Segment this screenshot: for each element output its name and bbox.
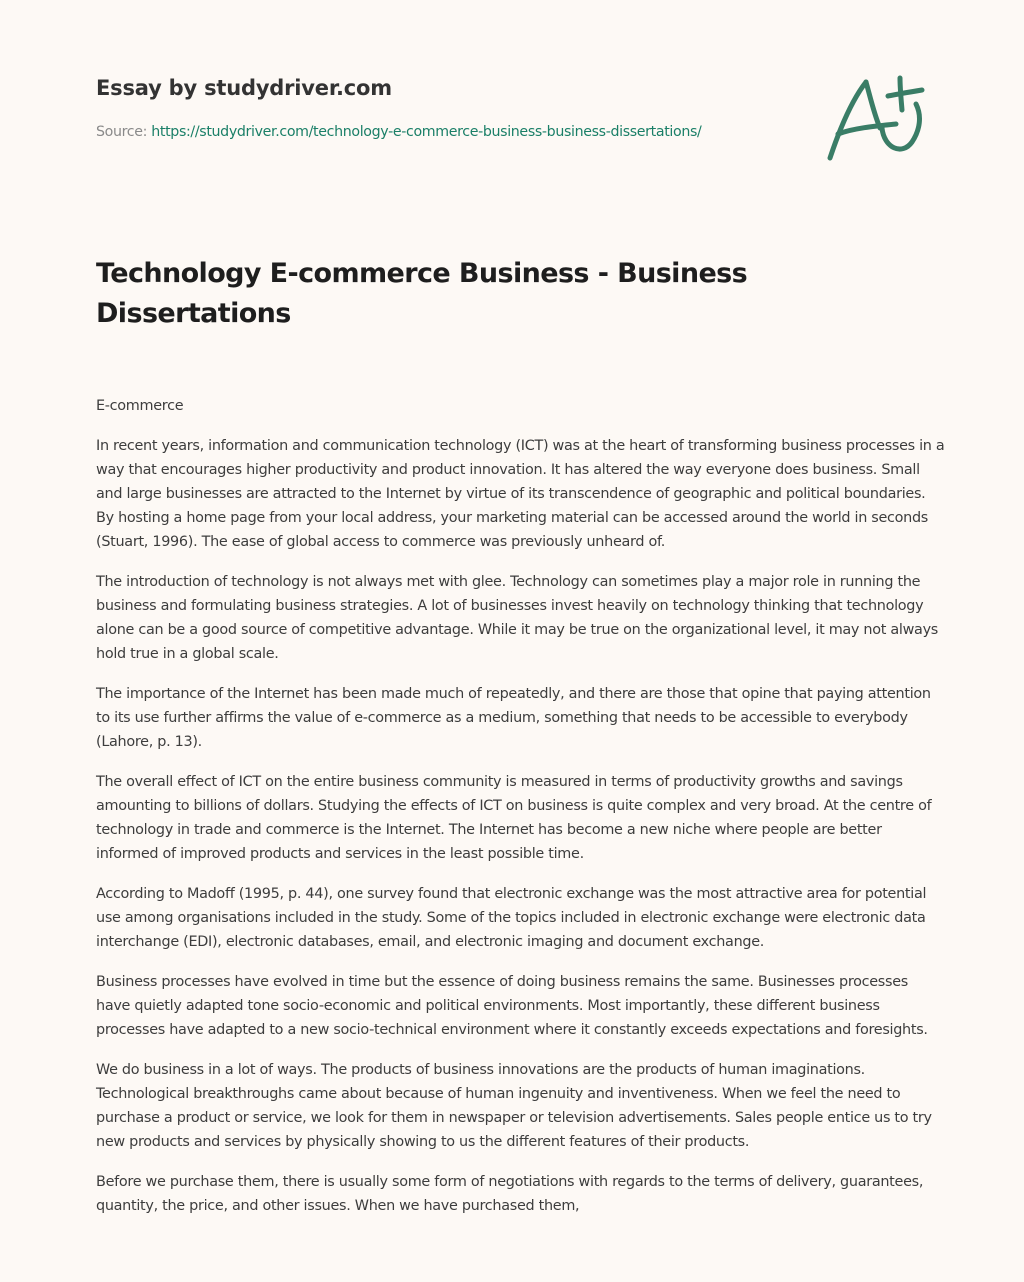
paragraph: The overall effect of ICT on the entire business community is measured in terms of productivity growths and savings amounting to billions of dollars. Studying the effects of ICT on business is quite complex and very broad. At the centre of technology in trade and commerce is the Internet. The Internet has become a new niche where people are better informed of improved products and services in the least possible time.	[96, 774, 932, 862]
paragraph: In recent years, information and communication technology (ICT) was at the heart of transforming business processes in a way that encourages higher productivity and product innovation. It has altered the way everyone does business. Small and large businesses are attracted to the Internet by virtue of its transcendence of geographic and political boundaries. By hosting a home page from your local address, your marketing material can be accessed around the world in seconds (Stuart, 1996). The ease of global access to commerce was previously unheard of.	[96, 438, 945, 550]
source-label: Source:	[96, 124, 152, 140]
section-heading: E-commerce	[96, 398, 184, 414]
site-title: Essay by studydriver.com	[96, 76, 392, 100]
document-body	[96, 394, 946, 1234]
paragraph: Before we purchase them, there is usually some form of negotiations with regards to the terms of delivery, guarantees, quantity, the price, and other issues. When we have purchased them,	[96, 1174, 924, 1214]
paragraph: Business processes have evolved in time but the essence of doing business remains the same. Businesses processes have quietly adapted tone socio-economic and political environments. Most importantly, these different business processes have adapted to a new socio-technical environment where it constantly exceeds expectations and foresights.	[96, 974, 928, 1038]
a-plus-grade-icon	[818, 66, 928, 166]
paragraph: According to Madoff (1995, p. 44), one survey found that electronic exchange was the most attractive area for potential use among organisations included in the study. Some of the topics included in electronic exchange were electronic data interchange (EDI), electronic databases, email, and electronic imaging and document exchange.	[96, 886, 927, 950]
document-title: Technology E-commerce Business - Business Dissertations	[96, 258, 748, 329]
source-line	[96, 124, 701, 140]
paragraph: We do business in a lot of ways. The products of business innovations are the products of human imaginations. Technological breakthroughs came about because of human ingenuity and inventiveness. When we feel the need to purchase a product or service, we look for them in newspaper or television advertisements. Sales people entice us to try new products and services by physically showing to us the different features of their products.	[96, 1062, 932, 1150]
paragraph: The introduction of technology is not always met with glee. Technology can sometimes play a major role in running the business and formulating business strategies. A lot of businesses invest heavily on technology thinking that technology alone can be a good source of competitive advantage. While it may be true on the organizational level, it may not always hold true in a global scale.	[96, 574, 938, 662]
source-link[interactable]: https://studydriver.com/technology-e-commerce-business-business-dissertations/	[151, 124, 702, 140]
paragraph: The importance of the Internet has been made much of repeatedly, and there are those that opine that paying attention to its use further affirms the value of e-commerce as a medium, something that needs to be accessible to everybody (Lahore, p. 13).	[96, 686, 931, 750]
